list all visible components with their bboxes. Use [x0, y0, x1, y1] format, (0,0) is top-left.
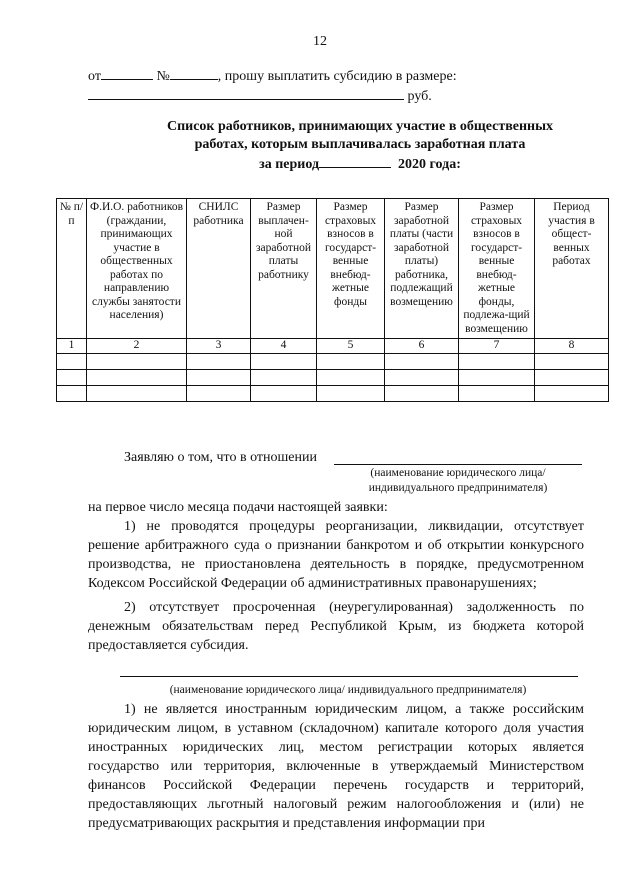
- from-label: от: [88, 69, 101, 84]
- declaration-item-1: 1) не проводятся процедуры реорганизации, ликвидации, отсутствует решение арбитражного суда о признании банкротом и об открытии конкурсного производства, не приостановлена деятельность в порядке, предусмотренном Кодексом Российской Федерации об административных правонарушениях;: [88, 519, 584, 591]
- entity-caption-1: (наименование юридического лица/: [370, 467, 546, 479]
- table-header-cell: № п/п: [57, 199, 87, 339]
- table-header-cell: Ф.И.О. работников (граждании, принимающих участие в общественных работах по направлению службы занятости населения): [87, 199, 187, 339]
- declaration-intro: [124, 450, 317, 466]
- workers-table: [56, 198, 609, 402]
- number-blank: [170, 66, 218, 80]
- period-label: за период: [259, 157, 320, 172]
- declaration-item-2: 2) отсутствует просроченная (неурегулированная) задолженность по денежным обязательствам перед Республикой Крым, из бюджета которой предоставляется субсидия.: [88, 600, 584, 653]
- second-item-1: 1) не является иностранным юридическим лицом, а также российским юридическим лицом, в уставном (складочном) капитале которого доля участия иностранных юридических лиц, местом регистрации которых является государство или территория, включенные в утверждаемый Министерством финансов Российской Федерации перечень государств и территорий, предоставляющих льготный налоговый режим налогообложения и (или) не предусматривающих раскрытия и представления информации при: [88, 702, 584, 831]
- declaration-intro-text: Заявляю о том, что в отношении: [124, 450, 317, 465]
- period-blank: [319, 154, 391, 168]
- column-number: 3: [187, 339, 251, 354]
- table-header-cell: Период участия в общест-венных работах: [535, 199, 609, 339]
- amount-line: [88, 86, 432, 105]
- entity-name-blank-2: [120, 676, 578, 677]
- column-number: 5: [317, 339, 385, 354]
- table-header-cell: Размер страховых взносов в государст-венные внебюд-жетные фонды: [317, 199, 385, 339]
- table-header-row: [57, 199, 609, 339]
- column-number: 7: [459, 339, 535, 354]
- amount-blank: [88, 86, 404, 100]
- currency-label: руб.: [407, 89, 432, 104]
- column-number: 8: [535, 339, 609, 354]
- entity-caption-2: индивидуального предпринимателя): [368, 482, 548, 494]
- table-header-cell: Размер выплачен-ной заработной платы работнику: [251, 199, 317, 339]
- column-number: 6: [385, 339, 459, 354]
- date-blank: [101, 66, 153, 80]
- year-label: 2020 года:: [398, 157, 461, 172]
- table-row: [57, 353, 609, 369]
- table-header-cell: Размер заработной платы (части заработной платы) работника, подлежащий возмещению: [385, 199, 459, 339]
- table-row: [57, 369, 609, 385]
- page-number: 12: [313, 34, 327, 49]
- list-title: [80, 118, 640, 174]
- title-line-2: работах, которым выплачивалась заработная плата: [194, 137, 526, 152]
- column-number-row: [57, 339, 609, 354]
- entity-name-blank: [334, 464, 582, 465]
- column-number: 2: [87, 339, 187, 354]
- table-header-cell: СНИЛС работника: [187, 199, 251, 339]
- table-row: [57, 385, 609, 401]
- request-text: , прошу выплатить субсидию в размере:: [217, 69, 457, 84]
- column-number: 1: [57, 339, 87, 354]
- column-number: 4: [251, 339, 317, 354]
- table-header-cell: Размер страховых взносов в государст-венные внебюд-жетные фонды, подлежа-щий возмещению: [459, 199, 535, 339]
- title-line-3: [80, 154, 640, 174]
- declaration-date-text: на первое число месяца подачи настоящей заявки:: [88, 500, 388, 515]
- number-label: №: [156, 69, 170, 84]
- title-line-1: Список работников, принимающих участие в общественных: [166, 119, 554, 134]
- entity-caption-3: (наименование юридического лица/ индивидуального предпринимателя): [169, 684, 527, 696]
- request-line: [88, 66, 457, 85]
